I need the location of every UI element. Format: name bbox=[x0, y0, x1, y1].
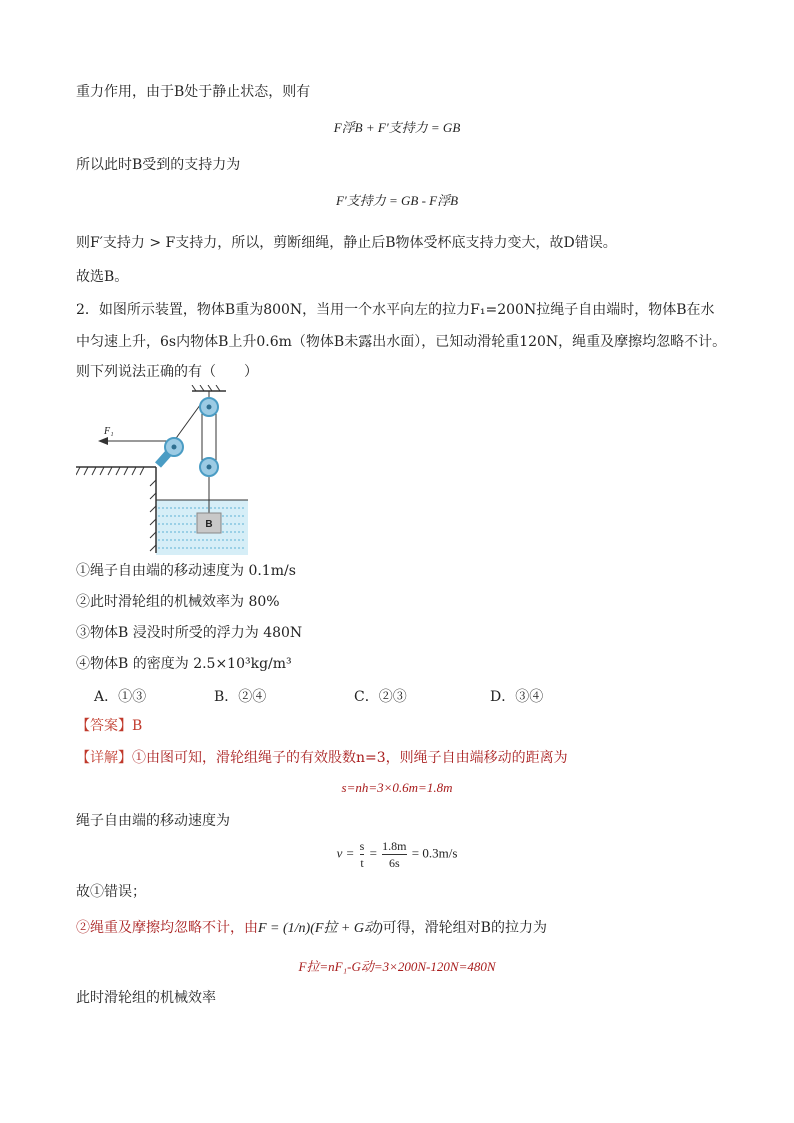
detail-text: ①由图可知，滑轮组绳子的有效股数n=3，则绳子自由端移动的距离为 bbox=[132, 750, 568, 766]
detail-tag: 【详解】 bbox=[76, 750, 132, 766]
eq4-lhs: v = bbox=[336, 845, 355, 861]
text-line: 所以此时B受到的支持力为 bbox=[76, 157, 241, 173]
equation-5: F拉=nF₁-G动=3×200N-120N=480N bbox=[298, 959, 496, 974]
arrow-left-icon bbox=[98, 437, 108, 445]
statement-1: ①绳子自由端的移动速度为 0.1m/s bbox=[76, 563, 296, 579]
answer: 【答案】B bbox=[76, 718, 143, 734]
detail-line bbox=[76, 748, 568, 768]
question-line: 中匀速上升，6s内物体B上升0.6m（物体B未露出水面），已知动滑轮重120N，绳重及摩擦均忽略不计。 bbox=[76, 334, 727, 350]
option-a[interactable]: A．①③ bbox=[94, 689, 147, 705]
option-b[interactable]: B．②④ bbox=[214, 689, 267, 705]
option-d[interactable]: D．③④ bbox=[490, 689, 544, 705]
fraction-values: $\frac{1.8m}{6s}$ bbox=[382, 839, 407, 870]
statement-2: ②此时滑轮组的机械效率为 80% bbox=[76, 594, 280, 610]
text-line: 绳子自由端的移动速度为 bbox=[76, 813, 230, 829]
text-line: 则F′支持力 > F支持力，所以，剪断细绳，静止后B物体受杯底支持力变大，故D错误。 bbox=[76, 235, 617, 251]
question-line: 2．如图所示装置，物体B重为800N，当用一个水平向左的拉力F₁=200N拉绳子自由端时，物体B在水 bbox=[76, 302, 715, 318]
statement-4: ④物体B 的密度为 2.5×10³kg/m³ bbox=[76, 656, 292, 672]
option-c[interactable]: C．②③ bbox=[354, 689, 407, 705]
equation-2: F′支持力 = GB - F浮B bbox=[335, 193, 459, 208]
formula-inline: F = (1/n)(F拉 + G动) bbox=[258, 921, 383, 936]
question-line: 则下列说法正确的有（ ） bbox=[76, 364, 258, 380]
text-line: 故①错误； bbox=[76, 884, 146, 900]
fraction-s-t: $\frac{s}{t}$ bbox=[359, 839, 365, 870]
equation-3: s=nh=3×0.6m=1.8m bbox=[341, 780, 453, 795]
text-line: ②绳重及摩擦均忽略不计，由F = (1/n)(F拉 + G动)可得，滑轮组对B的拉力为 bbox=[76, 920, 547, 936]
equation-1: F浮B + F′支持力 = GB bbox=[333, 120, 461, 135]
force-label: F₁ bbox=[104, 426, 114, 437]
eq4-rhs: = 0.3m/s bbox=[411, 845, 458, 861]
text-line: 故选B。 bbox=[76, 269, 129, 285]
equation-4: v = $\frac{s}{t}$ = $\frac{1.8m}{6s}$ = 0.3m/s bbox=[336, 839, 458, 870]
text-line: 重力作用，由于B处于静止状态，则有 bbox=[76, 84, 311, 100]
statement-3: ③物体B 浸没时所受的浮力为 480N bbox=[76, 625, 303, 641]
block-label: B bbox=[205, 519, 213, 530]
text-line: 此时滑轮组的机械效率 bbox=[76, 990, 216, 1006]
pulley-diagram bbox=[76, 385, 266, 560]
